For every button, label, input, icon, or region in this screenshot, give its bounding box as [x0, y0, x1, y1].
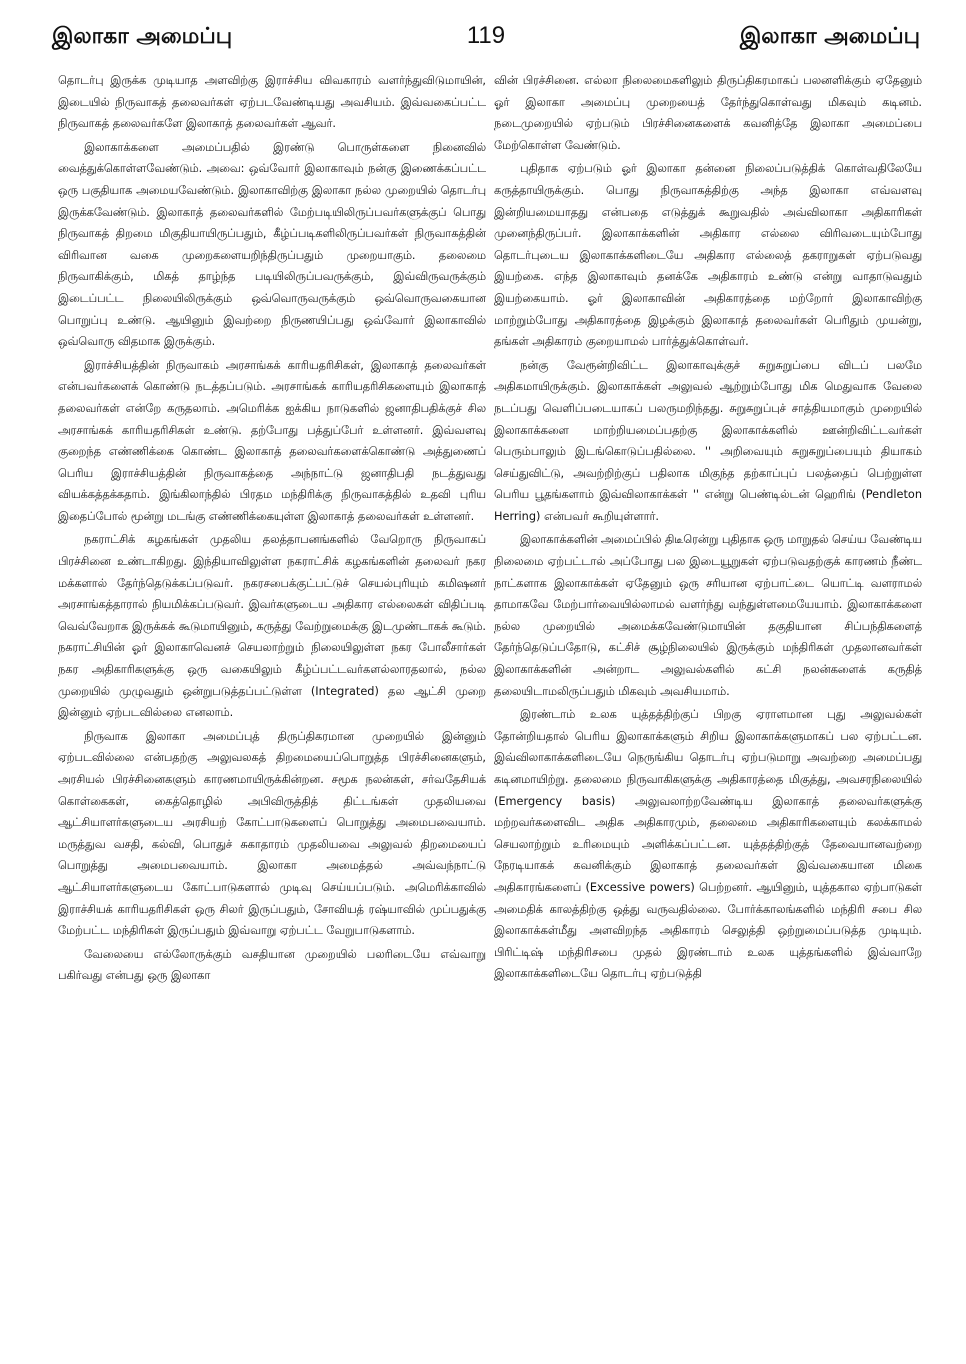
running-title-left: இலாகா அமைப்பு: [52, 24, 233, 49]
running-title-right: இலாகா அமைப்பு: [739, 24, 920, 49]
paragraph: இலாகாக்களை அமைப்பதில் இரண்டு பொருள்களை நினைவில் வைத்துக்கொள்ளவேண்டும். அவை: ஒவ்வோர் இலாகாவும் நன்கு இணைக்கப்பட்ட ஒரு பகுதியாக அமையவேண்டும். இலாகாவிற்கு இலாகா நல்ல முறையில் தொடர்பு இருக்கவேண்டும். இலாகாத் தலைவர்களில் மேற்படியிலிருப்பவர்களுக்குப் பொது நிருவாகத் திறமை மிகுதியாயிருப்பதும், கீழ்ப்படிகளிலிருப்பவர்கள் நிருவாகத்தின் விரிவான வகை முறைகளையறிந்திருப்பதும் முறையாகும். தலைமை நிருவாகிக்கும், மிகத் தாழ்ந்த படியிலிருப்பவருக்கும், இவ்விருவருக்கும் இடைப்பட்ட நிலையிலிருக்கும் ஒவ்வொருவருக்கும் ஒவ்வொருவகையான பொறுப்பு உண்டு. ஆயினும் இவற்றை நிருணயிப்பது ஒவ்வோர் இலாகாவில் ஒவ்வொரு விதமாக இருக்கும்.: [58, 140, 486, 349]
paragraph: நிருவாக இலாகா அமைப்புத் திருப்திகரமான முறையில் இன்னும் ஏற்படவில்லை என்பதற்கு அலுவலகத் திறமையைப்பொறுத்த பிரச்சினைகளும், அரசியல் பிரச்சினைகளும் காரணமாயிருக்கின்றன. சமூக நலன்கள், சர்வதேசியக் கொள்கைகள், கைத்தொழில் அபிவிருத்தித் திட்டங்கள் முதலியவை ஆட்சியாளர்களுடைய அரசியற் கோட்பாடுகளைப் பொறுத்து அமைபவையாம். மருத்துவ வசதி, கல்வி, பொதுச் சுகாதாரம் முதலியவை அலுவல் திறமையைப் பொறுத்து அமைபவையாம். இலாகா அமைத்தல் அவ்வந்நாட்டு ஆட்சியாளர்களுடைய கோட்பாடுகளால் முடிவு செய்யப்படும். அமெரிக்காவில் இராச்சியக் காரியதரிசிகள் ஒரு சிலர் இருப்பதும், சோவியத் ரஷ்யாவில் முப்பதுக்கு மேற்பட்ட மந்திரிகள் இருப்பதும் இவ்வாறு ஏற்பட்ட வேறுபாடுகளாம்.: [58, 729, 486, 938]
paragraph: தொடர்பு இருக்க முடியாத அளவிற்கு இராச்சிய விவகாரம் வளர்ந்துவிடுமாயின், இடையில் நிருவாகத் தலைவர்கள் ஏற்படவேண்டியது அவசியம். இவ்வகைப்பட்ட நிருவாகத் தலைவர்களே இலாகாத் தலைவர்கள் ஆவர்.: [58, 74, 486, 131]
paragraph: இரண்டாம் உலக யுத்தத்திற்குப் பிறகு ஏராளமான புது அலுவல்கள் தோன்றியதால் பெரிய இலாகாக்களும் சிறிய இலாகாக்களுமாகப் பல ஏற்பட்டன. இவ்விலாகாக்களிடையே நெருங்கிய தொடர்பு ஏற்படுமாறு அவற்றை அமைப்பது கடினமாயிற்று. தலைமை நிருவாகிகளுக்கு அதிகாரத்தை மிகுத்து, அவசரநிலையில் (Emergency basis) அலுவலாற்றவேண்டிய இலாகாத் தலைவர்களுக்கு மற்றவர்களைவிட அதிக அதிகாரமும், தலைமை அதிகாரிகளையும் கலக்காமல் செயலாற்றும் உரிமையும் அளிக்கப்பட்டன. யுத்தத்திற்குத் தேவையானவற்றை நேரடியாகக் கவனிக்கும் இலாகாத் தலைவர்கள் இவ்வகையான மிகை அதிகாரங்களைப் (Excessive powers) பெற்றனர். ஆயினும், யுத்தகால ஏற்பாடுகள் அமைதிக் காலத்திற்கு ஒத்து வருவதில்லை. போர்க்காலங்களில் மந்திரி சபை சில இலாகாக்கள்மீது அளவிறந்த அதிகாரம் செலுத்தி ஒற்றுமைப்படுத்த முடியும். பிரிட்டிஷ் மந்திரிசபை முதல் இரண்டாம் உலக யுத்தங்களில் இவ்வாறே இலாகாக்களிடையே தொடர்பு ஏற்படுத்தி: [494, 708, 922, 981]
paragraph: நன்கு வேரூன்றிவிட்ட இலாகாவுக்குச் சுறுசுறுப்பை விடப் பலமே அதிகமாயிருக்கும். இலாகாக்கள் அலுவல் ஆற்றும்போது மிக மெதுவாக வேலை நடப்பது வெளிப்படையாகப் பலருமறிந்தது. சுறுசுறுப்புச் சாத்தியமாகும் முறையில் இலாகாக்களை மாற்றியமைப்பதற்கு இலாகாக்களில் ஊன்றிவிட்டவர்கள் பெரும்பாலும் இடங்கொடுப்பதில்லை. '' அறிவையும் சுறுசுறுப்பையும் தியாகம் செய்துவிட்டு, அவற்றிற்குப் பதிலாக மிகுந்த தற்காப்புப் பலத்தைப் பெற்றுள்ள பெரிய பூதங்களாம் இவ்விலாகாக்கள் '' என்று பெண்டில்டன் ஹெரிங் (Pendleton Herring) என்பவர் கூறியுள்ளார்.: [494, 358, 922, 523]
paragraph: இராச்சியத்தின் நிருவாகம் அரசாங்கக் காரியதரிசிகள், இலாகாத் தலைவர்கள் என்பவர்களைக் கொண்டு நடத்தப்படும். அரசாங்கக் காரியதரிசிகளையும் இலாகாத் தலைவர்கள் என்றே கருதலாம். அமெரிக்க ஐக்கிய நாடுகளில் ஜனாதிபதிக்குச் சில அரசாங்கக் காரியதரிசிகள் உண்டு. தற்போது பத்துப்பேர் உள்ளனர். இவ்வளவு குறைந்த எண்ணிக்கை கொண்ட இலாகாத் தலைவர்களைக்கொண்டு அத்துணைப் பெரிய இராச்சியத்தின் நிருவாகத்தை அந்நாட்டு ஜனாதிபதி நடத்துவது வியக்கத்தக்கதாம். இங்கிலாந்தில் பிரதம மந்திரிக்கு நிருவாகத்தில் உதவி புரிய இதைப்போல் மூன்று மடங்கு எண்ணிக்கையுள்ள இலாகாத் தலைவர்கள் உள்ளனர்.: [58, 358, 486, 523]
paragraph: வேலையை எல்லோருக்கும் வசதியான முறையில் பலரிடையே எவ்வாறு பகிர்வது என்பது ஒரு இலாகா: [58, 947, 486, 983]
paragraph: இலாகாக்களின் அமைப்பில் திடீரென்று புதிதாக ஒரு மாறுதல் செய்ய வேண்டிய நிலைமை ஏற்பட்டால் அப்போது பல இடையூறுகள் ஏற்படுவதற்குக் காரணம் நீண்ட நாட்களாக இலாகாக்கள் ஏதேனும் ஒரு சரியான ஏற்பாட்டை யொட்டி வளராமல் தாமாகவே மேற்பார்வையில்லாமல் வளர்ந்து வந்துள்ளமையேயாம். இலாகாக்களை நல்ல முறையில் அமைக்கவேண்டுமாயின் தகுதியான சிப்பந்திகளைத் தேர்ந்தெடுப்பதோடு, கட்சிச் சூழ்நிலையில் இருக்கும் மந்திரிகள் முதலானவர்கள் இலாகாக்களின் அன்றாட அலுவல்களில் கட்சி நலன்களைக் கருதித் தலையிடாமலிருப்பதும் மிகவும் அவசியமாம்.: [494, 533, 922, 698]
paragraph: புதிதாக ஏற்படும் ஓர் இலாகா தன்னை நிலைப்படுத்திக் கொள்வதிலேயே கருத்தாயிருக்கும். பொது நிருவாகத்திற்கு அந்த இலாகா எவ்வளவு இன்றியமையாதது என்பதை எடுத்துக் கூறுவதில் அவ்விலாகா அதிகாரிகள் முனைந்திருப்பர். இலாகாக்களின் அதிகார எல்லை விரிவடையும்போது தொடர்புடைய இலாகாக்களிடையே அதிகார எல்லைத் தகராறுகள் ஏற்படுவது இயற்கை. எந்த இலாகாவும் தனக்கே அதிகாரம் உண்டு என்று வாதாடுவதும் இயற்கையாம். ஓர் இலாகாவின் அதிகாரத்தை மற்றோர் இலாகாவிற்கு மாற்றும்போது அதிகாரத்தை இழக்கும் இலாகாத் தலைவர்கள் பெரிதும் முயன்று, தங்கள் அதிகாரம் குறையாமல் பார்த்துக்கொள்வர்.: [494, 162, 922, 349]
running-header: [52, 22, 920, 62]
right-column: [494, 70, 922, 1352]
paragraph: வின் பிரச்சினை. எல்லா நிலைமைகளிலும் திருப்திகரமாகப் பலனளிக்கும் ஏதேனும் ஓர் இலாகா அமைப்பு முறையைத் தேர்ந்துகொள்வது மிகவும் கடினம். நடைமுறையில் ஏற்படும் பிரச்சினைகளைக் கவனித்தே இலாகா அமைப்பை மேற்கொள்ள வேண்டும்.: [494, 74, 922, 152]
left-column: [58, 70, 486, 1352]
page-number: 119: [466, 22, 506, 49]
paragraph: நகராட்சிக் கழகங்கள் முதலிய தலத்தாபனங்களில் வேறொரு நிருவாகப் பிரச்சினை உண்டாகிறது. இந்தியாவிலுள்ள நகராட்சிக் கழகங்களின் தலைவர் நகர மக்களால் தேர்ந்தெடுக்கப்படுவர். நகரசபைக்குட்பட்டுச் செயல்புரியும் கமிஷனர் அரசாங்கத்தாரால் நியமிக்கப்படுவர். இவர்களுடைய அதிகார எல்லைகள் விதிப்படி வெவ்வேறாக இருக்கக் கூடுமாயினும், கருத்து வேற்றுமைக்கு இடமுண்டாகக் கூடும். நகராட்சியின் ஓர் இலாகாவெனச் செயலாற்றும் நிலையிலுள்ள நகர போலீசார்கள் நகர அதிகாரிகளுக்கு ஒரு வகையிலும் கீழ்ப்பட்டவர்களல்லாரதலால், நல்ல முறையில் முழுவதும் ஒன்றுபடுத்தப்பட்டுள்ள (Integrated) தல ஆட்சி முறை இன்னும் ஏற்படவில்லை எனலாம்.: [58, 533, 486, 720]
